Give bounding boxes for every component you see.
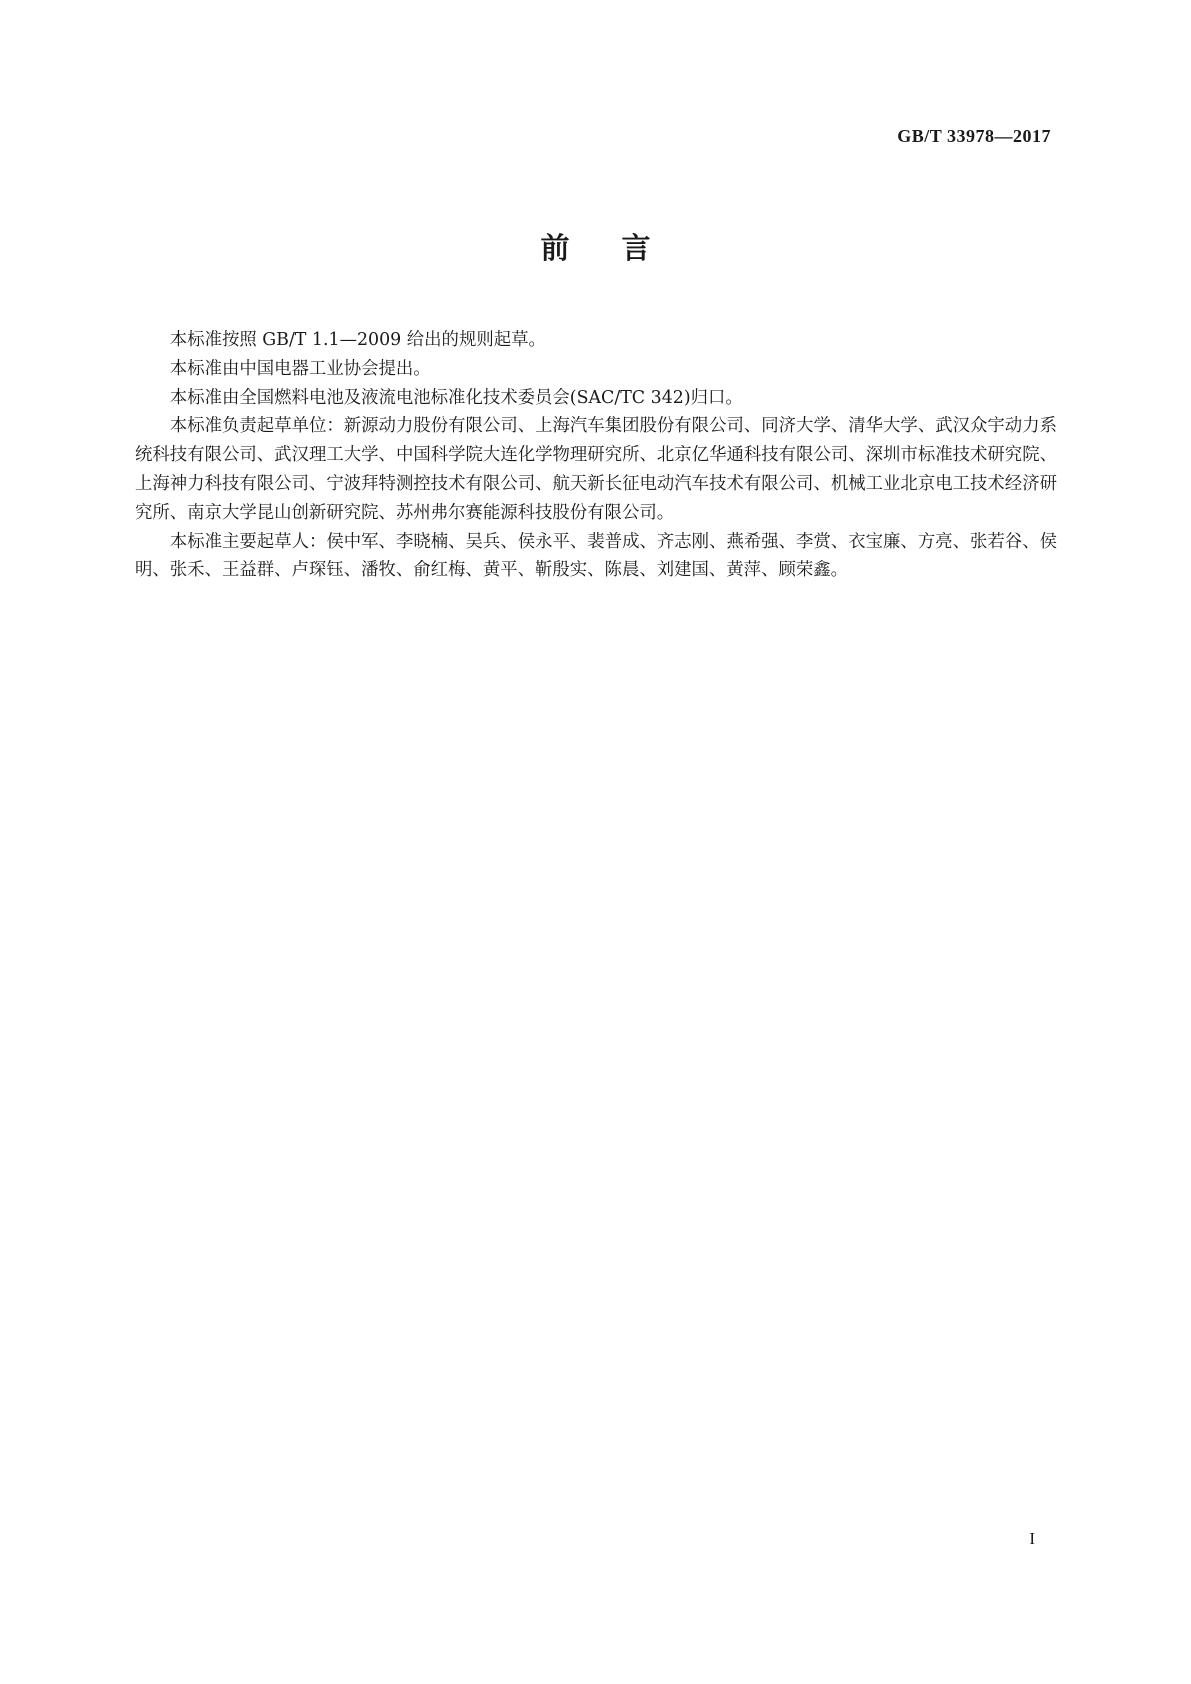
paragraph-centralized-management: 本标准由全国燃料电池及液流电池标准化技术委员会(SAC/TC 342)归口。 [169, 387, 743, 408]
paragraph-drafting-units: 本标准负责起草单位：新源动力股份有限公司、上海汽车集团股份有限公司、同济大学、清华大学、武汉众宇动力系统科技有限公司、武汉理工大学、中国科学院大连化学物理研究所、北京亿华通科技有限公司、深圳市标准技术研究院、上海神力科技有限公司、宁波拜特测控技术有限公司、航天新长征电动汽车技术有限公司、机械工业北京电工技术经济研究所、南京大学昆山创新研究院、苏州弗尔赛能源科技股份有限公司。 [135, 416, 1057, 523]
page-number: I [1029, 1529, 1035, 1548]
paragraph-main-drafters: 本标准主要起草人：侯中军、李晓楠、吴兵、侯永平、裴普成、齐志刚、燕希强、李赏、衣宝廉、方亮、张若谷、侯明、张禾、王益群、卢琛钰、潘牧、俞红梅、黄平、靳殷实、陈晨、刘建国、黄萍、顾荣鑫。 [135, 531, 1057, 581]
page-title: 前言 [540, 231, 703, 265]
paragraph-proposer: 本标准由中国电器工业协会提出。 [169, 358, 431, 379]
paragraph-drafting-rules: 本标准按照 GB/T 1.1—2009 给出的规则起草。 [169, 330, 546, 350]
standard-number: GB/T 33978—2017 [897, 126, 1051, 146]
foreword-body [135, 326, 1057, 585]
